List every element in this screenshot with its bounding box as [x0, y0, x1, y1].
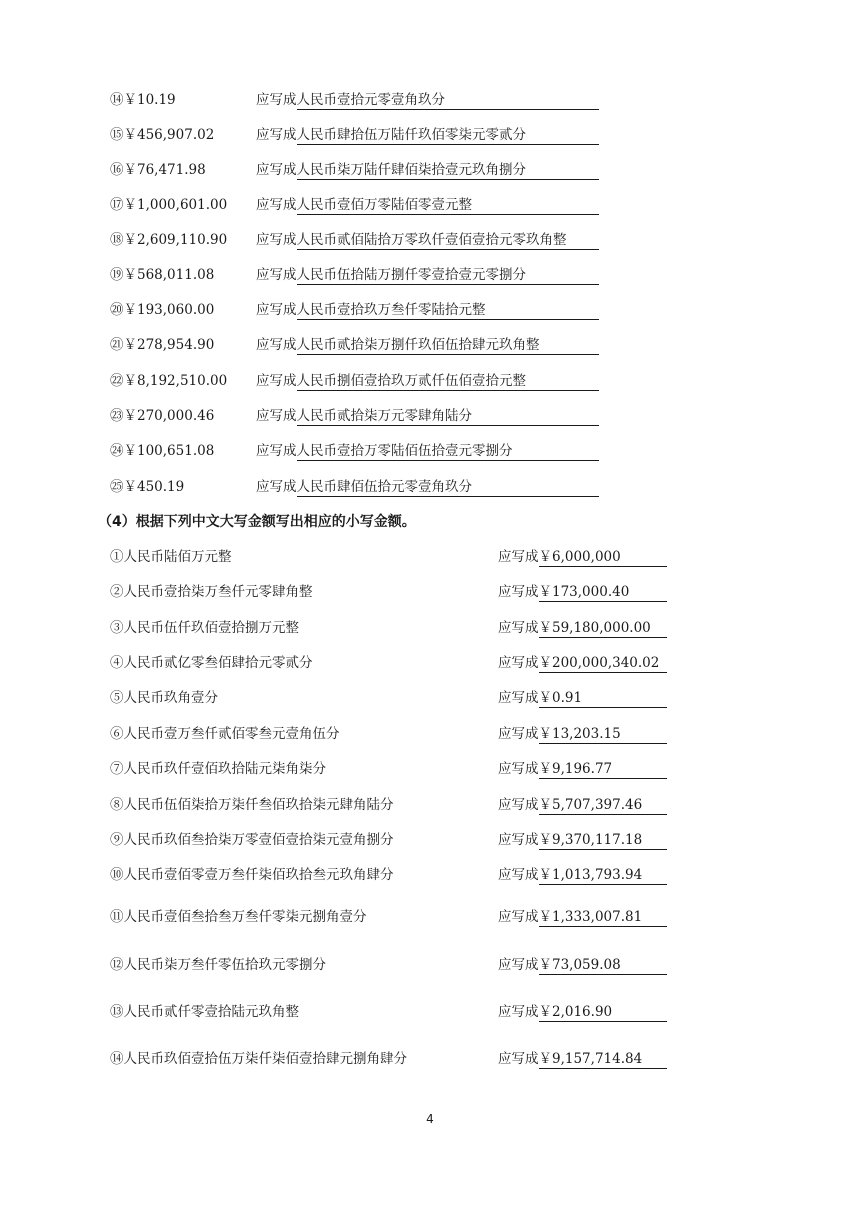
answer-text: 人民币壹拾元零壹角玖分 — [297, 91, 599, 110]
amount-number: ㉕￥450.19 — [110, 479, 185, 495]
answer: 应写成￥9,157,714.84 — [498, 1048, 667, 1070]
answer: 应写成人民币柒万陆仟肆佰柒拾壹元玖角捌分 — [256, 159, 599, 181]
answer-text: ￥200,000,340.02 — [539, 654, 667, 673]
answer: 应写成人民币贰佰陆拾万零玖仟壹佰壹拾元零玖角整 — [256, 229, 599, 251]
answer-text: ￥73,059.08 — [539, 956, 667, 975]
answer-text: 人民币贰拾柒万元零肆角陆分 — [297, 407, 599, 426]
answer-text: ￥2,016.90 — [539, 1003, 667, 1022]
answer-text: 人民币贰拾柒万捌仟玖佰伍拾肆元玖角整 — [297, 336, 599, 355]
answer: 应写成人民币肆拾伍万陆仟玖佰零柒元零贰分 — [256, 124, 599, 146]
answer: 应写成人民币壹佰万零陆佰零壹元整 — [256, 194, 599, 216]
answer-text: ￥5,707,397.46 — [539, 796, 667, 815]
chinese-amount: ③人民币伍仟玖佰壹拾捌万元整 — [110, 620, 299, 636]
answer: 应写成人民币壹拾元零壹角玖分 — [256, 89, 599, 111]
chinese-amount: ⑦人民币玖仟壹佰玖拾陆元柒角柒分 — [110, 761, 326, 777]
amount-number: ⑯￥76,471.98 — [110, 162, 206, 178]
answer: 应写成￥0.91 — [498, 687, 667, 709]
answer: 应写成￥1,333,007.81 — [498, 906, 667, 928]
answer-text: 人民币壹拾玖万叁仟零陆拾元整 — [297, 301, 599, 320]
amount-number: ⑭￥10.19 — [110, 92, 176, 108]
chinese-amount: ②人民币壹拾柒万叁仟元零肆角整 — [110, 584, 313, 600]
answer: 应写成人民币贰拾柒万元零肆角陆分 — [256, 405, 599, 427]
answer: 应写成￥6,000,000 — [498, 546, 667, 568]
answer: 应写成￥59,180,000.00 — [498, 617, 667, 639]
chinese-amount: ⑫人民币柒万叁仟零伍拾玖元零捌分 — [110, 957, 326, 973]
answer-text: 人民币壹佰万零陆佰零壹元整 — [297, 196, 599, 215]
answer: 应写成￥5,707,397.46 — [498, 794, 667, 816]
answer: 应写成人民币肆佰伍拾元零壹角玖分 — [256, 476, 599, 498]
amount-number: ㉑￥278,954.90 — [110, 337, 215, 353]
answer: 应写成￥2,016.90 — [498, 1001, 667, 1023]
amount-number: ㉒￥8,192,510.00 — [110, 373, 228, 389]
answer: 应写成￥73,059.08 — [498, 954, 667, 976]
chinese-amount: ①人民币陆佰万元整 — [110, 549, 232, 565]
answer: 应写成人民币伍拾陆万捌仟零壹拾壹元零捌分 — [256, 264, 599, 286]
answer: 应写成￥200,000,340.02 — [498, 652, 667, 674]
chinese-amount: ⑩人民币壹佰零壹万叁仟柒佰玖拾叁元玖角肆分 — [110, 867, 394, 883]
amount-number: ㉓￥270,000.46 — [110, 408, 215, 424]
amount-number: ⑲￥568,011.08 — [110, 267, 215, 283]
amount-number: ⑰￥1,000,601.00 — [110, 197, 228, 213]
answer: 应写成￥9,196.77 — [498, 758, 667, 780]
amount-number: ⑳￥193,060.00 — [110, 302, 215, 318]
answer-text: ￥9,157,714.84 — [539, 1050, 667, 1069]
answer-text: 人民币捌佰壹拾玖万贰仟伍佰壹拾元整 — [297, 372, 599, 391]
answer-text: 人民币肆佰伍拾元零壹角玖分 — [297, 478, 599, 497]
answer: 应写成￥13,203.15 — [498, 723, 667, 745]
answer-text: ￥59,180,000.00 — [539, 619, 667, 638]
answer-text: ￥0.91 — [539, 689, 667, 708]
chinese-amount: ⑪人民币壹佰叁拾叁万叁仟零柒元捌角壹分 — [110, 909, 367, 925]
answer: 应写成￥1,013,793.94 — [498, 864, 667, 886]
answer-text: ￥9,370,117.18 — [539, 831, 667, 850]
answer-text: ￥1,333,007.81 — [539, 908, 667, 927]
amount-number: ⑮￥456,907.02 — [110, 127, 215, 143]
answer-text: ￥9,196.77 — [539, 760, 667, 779]
chinese-amount: ⑨人民币玖佰叁拾柒万零壹佰壹拾柒元壹角捌分 — [110, 832, 394, 848]
answer: 应写成人民币壹拾玖万叁仟零陆拾元整 — [256, 299, 599, 321]
chinese-amount: ⑤人民币玖角壹分 — [110, 690, 218, 706]
amount-number: ㉔￥100,651.08 — [110, 443, 215, 459]
answer-text: 人民币肆拾伍万陆仟玖佰零柒元零贰分 — [297, 126, 599, 145]
answer: 应写成人民币捌佰壹拾玖万贰仟伍佰壹拾元整 — [256, 370, 599, 392]
section-heading: （4）根据下列中文大写金额写出相应的小写金额。 — [98, 514, 416, 530]
chinese-amount: ⑥人民币壹万叁仟贰佰零叁元壹角伍分 — [110, 726, 340, 742]
answer: 应写成￥173,000.40 — [498, 581, 667, 603]
answer: 应写成人民币贰拾柒万捌仟玖佰伍拾肆元玖角整 — [256, 334, 599, 356]
answer-text: 人民币柒万陆仟肆佰柒拾壹元玖角捌分 — [297, 161, 599, 180]
chinese-amount: ⑧人民币伍佰柒拾万柒仟叁佰玖拾柒元肆角陆分 — [110, 797, 394, 813]
answer-text: ￥1,013,793.94 — [539, 866, 667, 885]
page-number: 4 — [426, 1112, 434, 1126]
answer: 应写成￥9,370,117.18 — [498, 829, 667, 851]
answer: 应写成人民币壹拾万零陆佰伍拾壹元零捌分 — [256, 440, 599, 462]
answer-text: 人民币伍拾陆万捌仟零壹拾壹元零捌分 — [297, 266, 599, 285]
chinese-amount: ⑭人民币玖佰壹拾伍万柒仟柒佰壹拾肆元捌角肆分 — [110, 1051, 407, 1067]
answer-text: 人民币贰佰陆拾万零玖仟壹佰壹拾元零玖角整 — [297, 231, 599, 250]
answer-text: ￥173,000.40 — [539, 583, 667, 602]
answer-text: ￥13,203.15 — [539, 725, 667, 744]
chinese-amount: ⑬人民币贰仟零壹拾陆元玖角整 — [110, 1004, 299, 1020]
answer-text: 人民币壹拾万零陆佰伍拾壹元零捌分 — [297, 442, 599, 461]
chinese-amount: ④人民币贰亿零叁佰肆拾元零贰分 — [110, 655, 313, 671]
amount-number: ⑱￥2,609,110.90 — [110, 232, 228, 248]
answer-text: ￥6,000,000 — [539, 548, 667, 567]
